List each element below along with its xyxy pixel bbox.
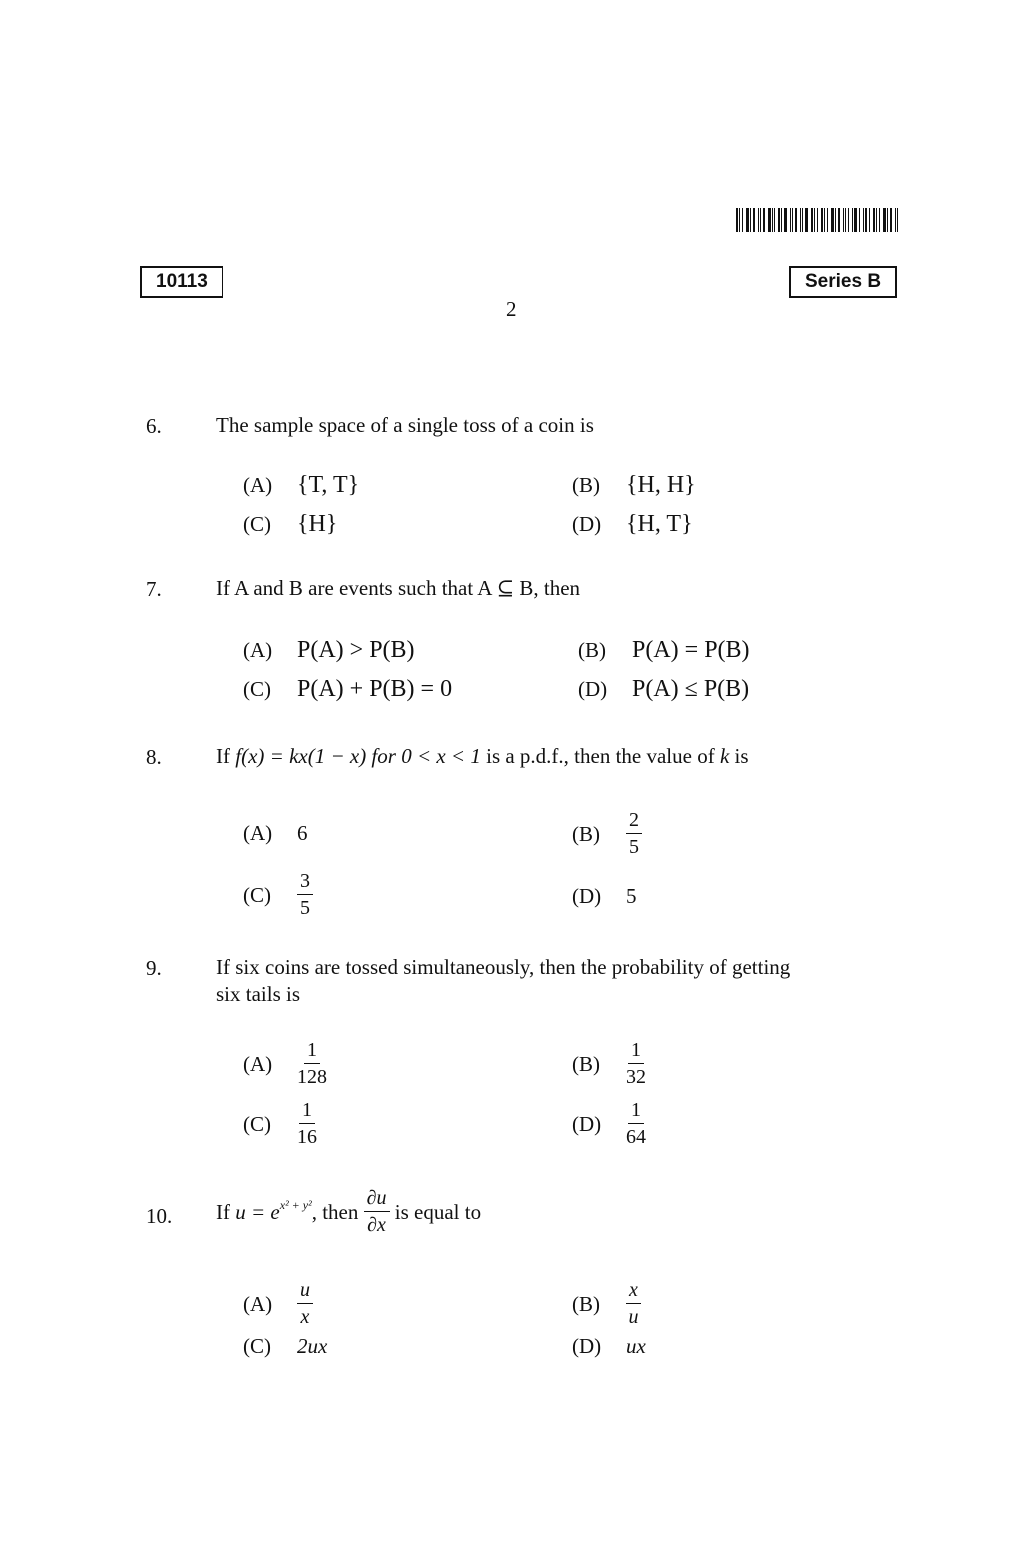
option-fraction [626,810,642,858]
option-d [572,1100,646,1148]
barcode-bar [873,208,875,232]
fraction-denominator: 16 [297,1126,317,1148]
barcode-bar [824,208,825,232]
barcode-bar [800,208,801,232]
fraction-denominator: 5 [629,836,639,858]
barcode [736,208,900,232]
question-text-line: If six coins are tossed simultaneously, then the probability of getting [216,955,791,979]
barcode-bar [848,208,850,232]
barcode-bar [792,208,793,232]
option-c [243,1100,317,1148]
paper-code-box [140,266,223,298]
option-value: 2ux [297,1334,328,1358]
question-text-part: is a p.d.f., then the value of [486,744,715,768]
fraction-numerator: 1 [304,1040,320,1064]
option-value: P(A) > P(B) [297,637,415,663]
question-math: A ⊆ B, [477,576,539,600]
option-label: (D) [572,512,602,536]
fraction-denominator: 5 [300,897,310,919]
barcode-bar [895,208,896,232]
option-fraction [297,1100,317,1148]
paper-code: 10113 [156,271,208,292]
fraction-numerator: x [626,1280,641,1304]
question-text-part: If [216,1199,230,1224]
question-text-part: is equal to [394,1199,482,1224]
option-d [572,511,693,538]
option-c [243,511,337,538]
option-label: (C) [243,1111,271,1136]
question-text-part: is [734,744,749,768]
barcode-bar [887,208,888,232]
option-label: (D) [572,1334,602,1358]
option-b [572,1280,641,1328]
barcode-bar [831,208,834,232]
option-d [572,1334,646,1359]
question-math: f(x) = kx(1 − x) for 0 < x < 1 [235,744,481,768]
question-exponent: x² + y² [279,1197,312,1212]
barcode-bar [778,208,780,232]
option-label: (A) [243,638,273,662]
barcode-bar [768,208,771,232]
barcode-bar [817,208,818,232]
option-value: ux [626,1334,646,1358]
barcode-bar [760,208,761,232]
barcode-bar [854,208,857,232]
barcode-bar [876,208,877,232]
option-label: (B) [572,1291,600,1316]
barcode-bar [742,208,743,232]
barcode-bar [739,208,740,232]
option-label: (B) [572,821,600,846]
option-label: (C) [243,512,271,536]
barcode-bar [774,208,775,232]
option-label: (C) [243,677,271,701]
fraction-denominator: 128 [297,1066,327,1088]
fraction-denominator: x [300,1306,310,1328]
fraction-numerator: 3 [297,871,313,895]
fraction-numerator: 1 [628,1100,644,1124]
barcode-bar [790,208,791,232]
barcode-bar [795,208,797,232]
option-c [243,1334,327,1359]
barcode-bar [772,208,773,232]
option-fraction [626,1280,641,1328]
option-a [243,1280,313,1328]
option-fraction [626,1100,646,1148]
barcode-bar [753,208,755,232]
option-b [572,810,642,858]
option-value: {T, T} [297,472,360,498]
barcode-bar [758,208,759,232]
option-fraction [626,1040,646,1088]
option-value: P(A) ≤ P(B) [632,676,750,702]
fraction-numerator: u [297,1280,313,1304]
option-label: (B) [572,473,600,497]
option-value: P(A) + P(B) = 0 [297,676,453,702]
option-label: (B) [578,638,606,662]
barcode-bar [835,208,836,232]
fraction-denominator: 32 [626,1066,646,1088]
barcode-bar [784,208,787,232]
fraction-denominator: ∂x [367,1214,386,1236]
barcode-bar [845,208,846,232]
barcode-bar [838,208,840,232]
option-value: {H} [297,511,338,537]
fraction-denominator: u [628,1306,639,1328]
question-text-part: If A and B are events such that [216,576,474,600]
barcode-bar [802,208,803,232]
option-fraction [297,1040,327,1088]
option-b [572,1040,646,1088]
question-number: 7. [146,577,162,601]
series-label: Series B [805,271,882,292]
option-a [243,821,308,846]
question-text-part: , then [311,1199,359,1224]
barcode-bar [883,208,886,232]
fraction-numerator: 2 [626,810,642,834]
fraction-numerator: 1 [628,1040,644,1064]
option-fraction [297,1280,313,1328]
question-number: 6. [146,414,162,438]
barcode-bar [821,208,823,232]
barcode-bar [879,208,880,232]
barcode-bar [763,208,765,232]
option-value: {H, T} [626,511,693,537]
fraction-numerator: 1 [299,1100,315,1124]
question-math: u = e [235,1199,280,1224]
option-fraction [297,871,313,919]
option-label: (D) [578,677,608,701]
fraction-denominator: 64 [626,1126,646,1148]
barcode-bar [863,208,864,232]
option-c [243,676,452,703]
page-number: 2 [506,297,517,321]
barcode-bar [814,208,815,232]
barcode-bar [865,208,867,232]
option-label: (C) [243,1334,271,1358]
question-number: 8. [146,745,162,769]
option-b [578,637,750,664]
barcode-bar [890,208,892,232]
series-box [789,266,897,298]
question-text [216,575,580,602]
barcode-bar [852,208,853,232]
barcode-bar [869,208,870,232]
barcode-bar [736,208,738,232]
barcode-bar [811,208,813,232]
question-number: 10. [146,1204,173,1228]
option-label: (A) [243,1291,273,1316]
question-text: The sample space of a single toss of a coin is [216,413,594,437]
question-number: 9. [146,956,162,980]
option-value: {H, H} [626,472,696,498]
option-value: 5 [626,884,637,908]
option-label: (A) [243,821,273,845]
barcode-bar [827,208,828,232]
option-label: (A) [243,473,273,497]
question-variable: k [719,744,730,768]
option-label: (A) [243,1051,273,1076]
question-text [216,743,749,770]
question-text [216,954,896,1008]
option-label: (D) [572,884,602,908]
question-text-part: then [543,576,581,600]
question-text [216,1188,481,1236]
barcode-bar [859,208,860,232]
barcode-bar [746,208,749,232]
question-text-part: If [216,744,230,768]
barcode-bar [750,208,751,232]
option-b [572,472,696,499]
option-a [243,637,415,664]
question-text-line: six tails is [216,982,301,1006]
fraction-numerator: ∂u [364,1188,390,1212]
option-a [243,472,359,499]
barcode-bar [843,208,844,232]
option-value: P(A) = P(B) [632,637,750,663]
option-a [243,1040,327,1088]
option-label: (C) [243,882,271,907]
barcode-bar [781,208,782,232]
question-derivative [364,1188,390,1236]
option-d [572,884,637,909]
barcode-bar [897,208,898,232]
option-label: (D) [572,1111,602,1136]
option-c [243,871,313,919]
barcode-bar [805,208,808,232]
option-value: 6 [297,821,308,845]
option-d [578,676,749,703]
option-label: (B) [572,1051,600,1076]
